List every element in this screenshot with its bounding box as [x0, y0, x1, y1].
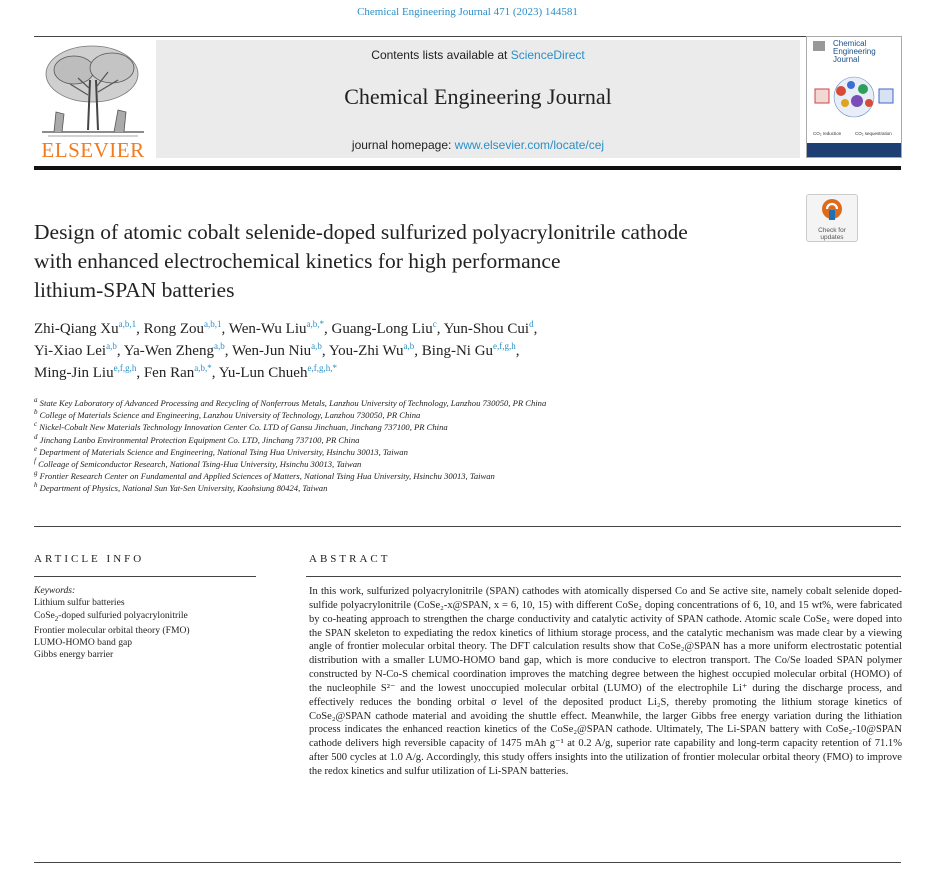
abstract-body: In this work, sulfurized polyacrylonitrile (SPAN) cathodes with atomically dispersed Co and Se active site, namely cobalt selenide doped-sulfide polyacrylonitrile (CoSe₂-x@SPAN, x = 6, 10, 15) with different CoSe₂ doping concentrations of 6, 10, and 15 wt%, were fabricated by co-heating approach to strengthen the charge conductivity and catalytic activity of SPAN cathode. Atomic scale CoSe₂ were doped into the SPAN skeleton to expediating the redox kinetics of lithium storage process, and the catalytic mechanism was made clear by a viewing angle of frontier molecular orbital theory. The DFT calculation results show that CoSe₂@SPAN has a more uniform electrostatic potential distribution with a smaller LUMO-HOMO band gap, which is more conducive to electron transport. The Co/Se loaded SPAN polymer constructed by N-Co-S chemical coordination improves the matching degree between the highest occupied molecular orbital (HOMO) of the nucleophile S²⁻ and the lowest unoccupied molecular orbital (LUMO) of the electrophile Li⁺ during the discharge process, and effectively reduces the bonding orbital σ level of the deposited product Li₂S, thereby promoting the lithium storage kinetics of CoSe₂@SPAN cathode material and avoiding the shuttle effect. Meanwhile, the larger Gibbs free energy variation during the lithiation process indicates the enhanced reaction kinetics of the CoSe₂@SPAN cathode. Ultimately, The Li-SPAN battery with CoSe₂-10@SPAN cathode delivers high reversible capacity of 1475 mAh g⁻¹ at 0.2 A/g, superior rate capability and long-term capacity retention of 71.1% after 500 cycles at 1.0 A/g. Accordingly, this study offers insights into the utilization of frontier molecular orbital theory (FMO) to improve the redox kinetics and sulfur utilization of Li-SPAN batteries.	[309, 586, 902, 777]
sciencedirect-link[interactable]: ScienceDirect	[510, 48, 585, 62]
affiliation-list	[34, 397, 894, 495]
author-line-3	[34, 362, 854, 384]
author-line-2	[34, 340, 854, 362]
keyword-item: Lithium sulfur batteries	[34, 597, 125, 609]
section-divider	[34, 526, 901, 527]
article-title-line-1: Design of atomic cobalt selenide-doped sulfurized polyacrylonitrile cathode	[34, 220, 688, 244]
affiliation-item: $^e$ Department of Materials Science and Engineering, National Tsing Hua University, Hsinchu 30013, Taiwan	[34, 444, 408, 457]
author[interactable]: Yi-Xiao Lei$^{a,b}$,	[34, 341, 124, 359]
check-updates-line-2: updates	[820, 234, 844, 241]
homepage-line	[156, 138, 800, 152]
author[interactable]: Ming-Jin Liu$^{e,f,g,h}$,	[34, 363, 144, 381]
article-title	[34, 218, 804, 305]
affiliation-item: $^g$ Frontier Research Center on Fundamental and Applied Sciences of Matters, National Tsing Hua University, Hsinchu 30013, Taiwan	[34, 469, 495, 482]
contents-prefix: Contents lists available at	[371, 48, 511, 62]
contents-line	[156, 48, 800, 62]
author[interactable]: Yu-Lun Chueh$^{e,f,g,h,*}$	[218, 363, 337, 381]
author[interactable]: Bing-Ni Gu$^{e,f,g,h}$,	[421, 341, 520, 359]
keywords-label: Keywords:	[34, 585, 76, 596]
top-divider	[34, 36, 901, 37]
cover-title-line-1: Chemical	[833, 39, 867, 48]
author[interactable]: You-Zhi Wu$^{a,b}$,	[328, 341, 422, 359]
cover-caption-left: CO₂ reduction	[813, 131, 842, 136]
header-thick-divider	[34, 166, 901, 170]
affiliation-item: $^c$ Nickel-Cobalt New Materials Technology Innovation Center Co. LTD of Gansu Jinchuan, Jinchang 737100, PR China	[34, 420, 448, 433]
cover-title-line-3: Journal	[833, 55, 860, 64]
author[interactable]: Wen-Wu Liu$^{a,b,*}$,	[228, 319, 332, 337]
article-info-divider	[34, 576, 256, 577]
homepage-prefix: journal homepage:	[351, 138, 455, 152]
bottom-divider	[34, 862, 901, 863]
author[interactable]: Guang-Long Liu$^c$,	[331, 319, 444, 337]
homepage-link[interactable]: www.elsevier.com/locate/cej	[454, 138, 605, 152]
cover-illustration	[811, 71, 897, 131]
article-info-heading: ARTICLE INFO	[34, 553, 145, 565]
author-line-1	[34, 318, 854, 340]
affiliation-item: $^h$ Department of Physics, National Sun Yat-Sen University, Kaohsiung 80424, Taiwan	[34, 481, 328, 494]
author[interactable]: Zhi-Qiang Xu$^{a,b,1}$,	[34, 319, 144, 337]
article-title-line-3: lithium-SPAN batteries	[34, 278, 235, 302]
affiliation-item: $^f$ Colleage of Semiconductor Research, National Tsing-Hua University, Hsinchu 30013, Taiwan	[34, 457, 362, 470]
abstract-heading: ABSTRACT	[309, 553, 391, 565]
author[interactable]: Rong Zou$^{a,b,1}$,	[143, 319, 229, 337]
cover-title	[833, 40, 876, 64]
keyword-item: Gibbs energy barrier	[34, 649, 114, 661]
author-list	[34, 318, 854, 384]
keyword-item: LUMO-HOMO band gap	[34, 637, 133, 649]
elsevier-wordmark: ELSEVIER	[41, 138, 145, 162]
check-updates-line-1: Check for	[818, 227, 846, 234]
journal-reference[interactable]: Chemical Engineering Journal 471 (2023) 144581	[357, 6, 578, 18]
cover-footer-bar	[807, 143, 901, 157]
keyword-item: Frontier molecular orbital theory (FMO)	[34, 624, 190, 636]
affiliation-item: $^d$ Jinchang Lanbo Environmental Protection Equipment Co. LTD, Jinchang 737100, PR China	[34, 432, 360, 445]
affiliation-item: $^a$ State Key Laboratory of Advanced Processing and Recycling of Nonferrous Metals, Lanzhou University of Technology, Lanzhou 730050, PR China	[34, 396, 547, 408]
keyword-item: CoSe$_2$-doped sulfuried polyacrylonitrile	[34, 609, 188, 623]
keywords-block	[34, 585, 264, 662]
check-updates-label	[807, 227, 857, 241]
cover-caption-right: CO₂ sequestration	[855, 131, 892, 136]
author[interactable]: Ya-Wen Zheng$^{a,b}$,	[123, 341, 232, 359]
author[interactable]: Yun-Shou Cui$^d$,	[443, 319, 538, 337]
journal-cover[interactable]	[806, 36, 902, 158]
journal-title: Chemical Engineering Journal	[344, 84, 612, 109]
cover-emblem	[813, 41, 825, 51]
affiliation-item: $^b$ College of Materials Science and Engineering, Lanzhou University of Technology, Lanzhou 730050, PR China	[34, 408, 421, 421]
author[interactable]: Wen-Jun Niu$^{a,b}$,	[231, 341, 329, 359]
check-for-updates-button[interactable]	[806, 194, 858, 242]
check-updates-icon	[821, 198, 843, 222]
author[interactable]: Fen Ran$^{a,b,*}$,	[143, 363, 219, 381]
article-title-line-2: with enhanced electrochemical kinetics for high performance	[34, 249, 561, 273]
cover-title-line-2: Engineering	[833, 47, 876, 56]
